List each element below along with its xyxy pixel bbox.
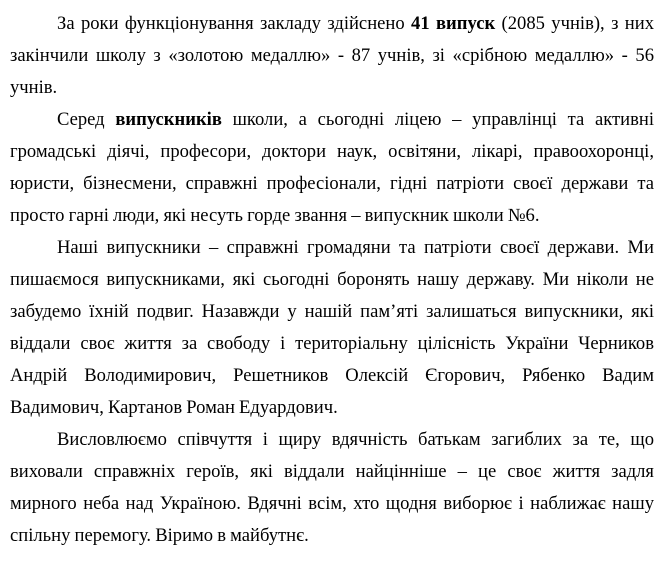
- bold-segment-graduations: 41 випуск: [411, 13, 496, 34]
- paragraph-notable-graduates: [10, 104, 654, 232]
- paragraph-fallen-heroes: [10, 232, 654, 424]
- text-segment: Серед: [57, 109, 116, 130]
- bold-segment-graduates: випускників: [115, 109, 222, 130]
- text-segment: Висловлюємо співчуття і щиру вдячність батькам загиблих за те, що виховали справжніх героїв, які віддали найцінніше – це своє життя задля мирного неба над Україною. Вдячні всім, хто щодня виборює і наближає нашу спільну перемогу. Віримо в майбутнє.: [10, 429, 654, 546]
- text-segment: школи, а сьогодні ліцею – управлінці та активні громадські діячі, професори, доктори наук, освітяни, лікарі, правоохоронці, юристи, бізнесмени, справжні професіонали, гідні патріоти своєї держави та просто гарні люди, які несуть горде звання – випускник школи №6.: [10, 109, 654, 226]
- text-segment: За роки функціонування закладу здійснено: [57, 13, 412, 34]
- text-segment: (2085 учнів), з них закінчили школу з «золотою медаллю» - 87 учнів, зі «срібною медаллю» - 56 учнів.: [10, 13, 654, 98]
- paragraph-gratitude: [10, 424, 654, 552]
- paragraph-graduates-count: [10, 8, 654, 104]
- text-segment: Наші випускники – справжні громадяни та патріоти своєї держави. Ми пишаємося випускниками, які сьогодні боронять нашу державу. Ми ніколи не забудемо їхній подвиг. Назавжди у нашій пам’яті залишаться випускники, які віддали своє життя за свободу і територіальну цілісність України Черников Андрій Володимирович, Решетников Олексій Єгорович, Рябенко Вадим Вадимович, Картанов Роман Едуардович.: [10, 237, 654, 418]
